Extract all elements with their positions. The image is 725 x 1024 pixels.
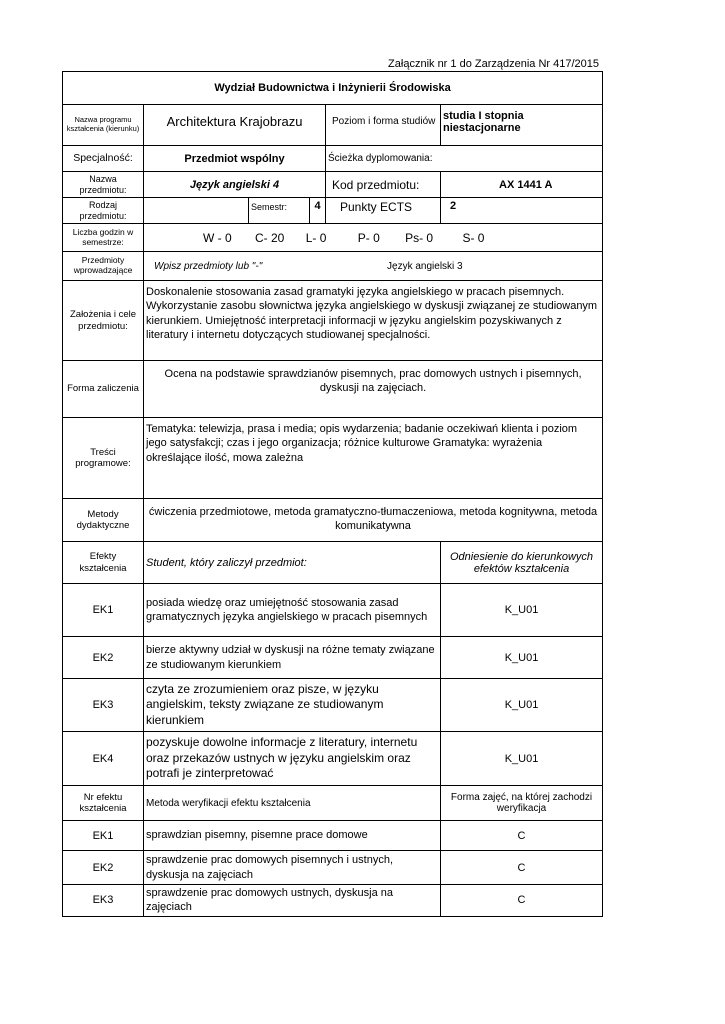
hours-c: C- 20 xyxy=(255,230,285,245)
goals-label: Założenia i cele przedmiotu: xyxy=(63,281,144,361)
methods-text: ćwiczenia przedmiotowe, metoda gramatyczno-tłumaczeniowa, metoda kognitywna, metoda komunikatywna xyxy=(144,499,603,542)
prereq-hint: Wpisz przedmioty lub "-" xyxy=(154,260,263,272)
course-card-table xyxy=(62,71,603,917)
hours-w: W - 0 xyxy=(203,230,232,245)
prereq-value: Język angielski 3 xyxy=(387,260,463,272)
verification-text: sprawdzian pisemny, pisemne prace domowe xyxy=(144,821,441,851)
verification-header: Metoda weryfikacji efektu kształcenia xyxy=(144,786,441,821)
code-label: Kod przedmiotu: xyxy=(326,172,441,198)
prereq-row xyxy=(144,252,603,281)
outcome-id: EK2 xyxy=(63,637,144,679)
verification-id: EK1 xyxy=(63,821,144,851)
hours-ps: Ps- 0 xyxy=(405,230,434,245)
outcome-ref: K_U01 xyxy=(441,637,603,679)
outcome-text: czyta ze zrozumieniem oraz pisze, w języku angielskim, teksty związane ze studiowanym kierunkiem xyxy=(144,679,441,732)
content-text: Tematyka: telewizja, prasa i media; opis wydarzenia; badanie oczekiwań klienta i poziom jego satysfakcji; czas i jego organizacja; różnice kulturowe Gramatyka: wyrażenia określające ilość, mowa zależna xyxy=(144,418,603,499)
ects-value: 2 xyxy=(441,198,603,224)
code-value: AX 1441 A xyxy=(441,172,603,198)
outcome-ref: K_U01 xyxy=(441,732,603,786)
semester-value: 4 xyxy=(310,198,326,224)
program-label: Nazwa programu kształcenia (kierunku) xyxy=(63,105,144,146)
assessment-label: Forma zaliczenia xyxy=(63,361,144,418)
outcome-text: pozyskuje dowolne informacje z literatury, internetu oraz przekazów ustnych w języku angielskim oraz potrafi je zinterpretować xyxy=(144,732,441,786)
subject-value: Język angielski 4 xyxy=(144,172,326,198)
verification-id: EK2 xyxy=(63,851,144,885)
level-value: studia I stopnia niestacjonarne xyxy=(441,105,603,146)
outcomes-label: Efekty kształcenia xyxy=(63,542,144,584)
type-label: Rodzaj przedmiotu: xyxy=(63,198,144,224)
outcome-id: EK4 xyxy=(63,732,144,786)
methods-label: Metody dydaktyczne xyxy=(63,499,144,542)
verification-label: Nr efektu kształcenia xyxy=(63,786,144,821)
hours-p: P- 0 xyxy=(357,230,380,245)
outcome-ref: K_U01 xyxy=(441,584,603,637)
specialty-value: Przedmiot wspólny xyxy=(144,146,326,172)
type-value xyxy=(144,198,249,224)
verification-text: sprawdzenie prac domowych ustnych, dyskusja na zajęciach xyxy=(144,885,441,917)
verification-id: EK3 xyxy=(63,885,144,917)
attachment-note: Załącznik nr 1 do Zarządzenia Nr 417/2015 xyxy=(388,58,599,70)
verification-form: C xyxy=(441,851,603,885)
outcome-id: EK3 xyxy=(63,679,144,732)
verification-form-header: Forma zajęć, na której zachodzi weryfikacja xyxy=(441,786,603,821)
outcomes-ref-header: Odniesienie do kierunkowych efektów kształcenia xyxy=(441,542,603,584)
verification-text: sprawdzenie prac domowych pisemnych i ustnych, dyskusja na zajęciach xyxy=(144,851,441,885)
specialty-label: Specjalność: xyxy=(63,146,144,172)
level-label: Poziom i forma studiów xyxy=(326,105,441,146)
content-label: Treści programowe: xyxy=(63,418,144,499)
hours-label: Liczba godzin w semestrze: xyxy=(63,224,144,252)
hours-row xyxy=(144,224,603,252)
faculty-title: Wydział Budownictwa i Inżynierii Środowiska xyxy=(63,72,603,105)
goals-text: Doskonalenie stosowania zasad gramatyki języka angielskiego w pracach pisemnych. Wykorzystanie zasobu słownictwa języka angielskiego w dyskusji związanej ze studiowanym kierunkiem. Umiejętność interpretacji informacji w języku angielskim pozyskiwanych z literatury i internetu dotyczących studiowanej specjalności. xyxy=(144,281,603,361)
hours-l: L- 0 xyxy=(305,230,327,245)
outcome-text: posiada wiedzę oraz umiejętność stosowania zasad gramatycznych języka angielskiego w pracach pisemnych xyxy=(144,584,441,637)
prereq-label: Przedmioty wprowadzające xyxy=(63,252,144,281)
subject-label: Nazwa przedmiotu: xyxy=(63,172,144,198)
outcome-ref: K_U01 xyxy=(441,679,603,732)
semester-label: Semestr: xyxy=(249,198,310,224)
outcome-text: bierze aktywny udział w dyskusji na różne tematy związane ze studiowanym kierunkiem xyxy=(144,637,441,679)
verification-form: C xyxy=(441,885,603,917)
ects-label: Punkty ECTS xyxy=(326,198,441,224)
outcome-id: EK1 xyxy=(63,584,144,637)
verification-form: C xyxy=(441,821,603,851)
path-label: Ścieżka dyplomowania: xyxy=(326,146,603,172)
assessment-text: Ocena na podstawie sprawdzianów pisemnych, prac domowych ustnych i pisemnych, dyskusji na zajęciach. xyxy=(144,361,603,418)
program-value: Architektura Krajobrazu xyxy=(144,105,326,146)
hours-s: S- 0 xyxy=(462,230,485,245)
outcomes-header: Student, który zaliczył przedmiot: xyxy=(144,542,441,584)
